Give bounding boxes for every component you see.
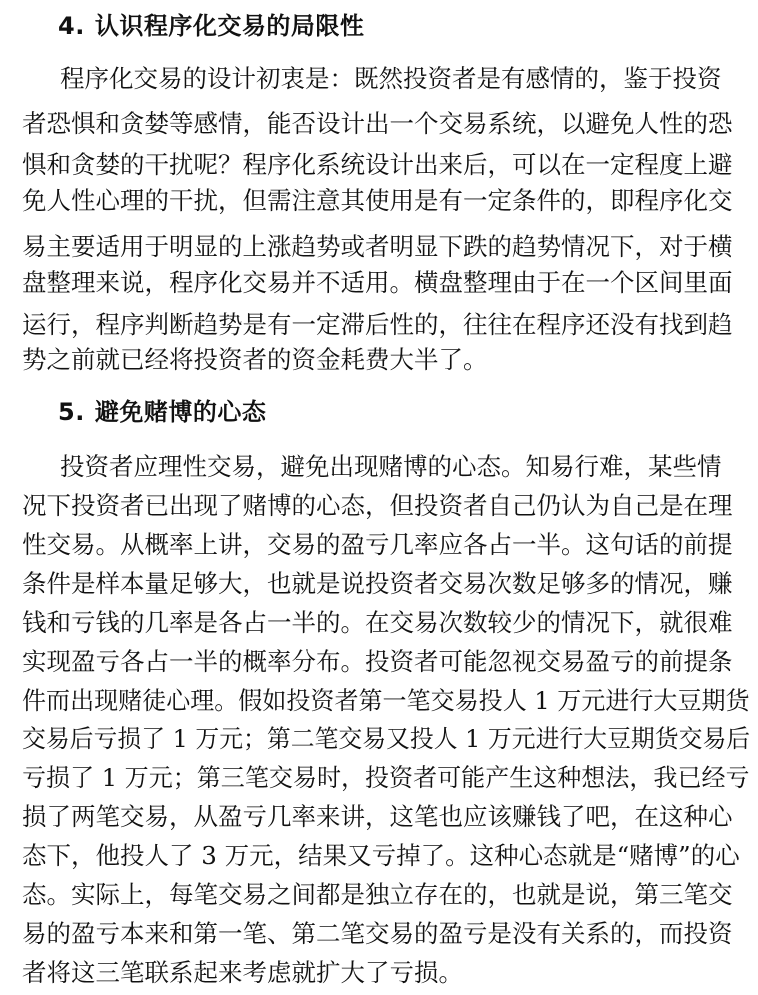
paragraph-line: 件而出现赌徒心理。假如投资者第一笔交易投人 1 万元进行大豆期货 — [22, 686, 750, 715]
paragraph-line: 损了两笔交易，从盈亏几率来讲，这笔也应该赚钱了吧，在这种心 — [22, 802, 733, 831]
paragraph-line: 态下，他投人了 3 万元，结果又亏掉了。这种心态就是“赌博”的心 — [22, 841, 740, 870]
paragraph-line: 条件是样本量足够大，也就是说投资者交易次数足够多的情况，赚 — [22, 569, 733, 598]
paragraph-line: 态。实际上，每笔交易之间都是独立存在的，也就是说，第三笔交 — [22, 880, 733, 909]
paragraph-line: 钱和亏钱的几率是各占一半的。在交易次数较少的情况下，就很难 — [22, 608, 733, 637]
paragraph-line: 程序化交易的设计初衷是：既然投资者是有感情的，鉴于投资 — [60, 64, 722, 93]
paragraph-line: 势之前就已经将投资者的资金耗费大半了。 — [22, 345, 488, 374]
paragraph-line: 性交易。从概率上讲，交易的盈亏几率应各占一半。这句话的前提 — [22, 530, 733, 559]
paragraph-line: 实现盈亏各占一半的概率分布。投资者可能忽视交易盈亏的前提条 — [22, 647, 733, 676]
paragraph-line: 易的盈亏本来和第一笔、第二笔交易的盈亏是没有关系的，而投资 — [22, 919, 733, 948]
paragraph-line: 况下投资者已出现了赌博的心态，但投资者自己仍认为自己是在理 — [22, 491, 733, 520]
paragraph-line: 惧和贪婪的干扰呢？程序化系统设计出来后，可以在一定程度上避 — [22, 150, 733, 179]
paragraph-line: 亏损了 1 万元；第三笔交易时，投资者可能产生这种想法，我已经亏 — [22, 763, 750, 792]
paragraph-line: 运行，程序判断趋势是有一定滞后性的，往往在程序还没有找到趋 — [22, 310, 733, 339]
paragraph-line: 投资者应理性交易，避免出现赌博的心态。知易行难，某些情 — [60, 452, 722, 481]
paragraph-line: 交易后亏损了 1 万元；第二笔交易又投人 1 万元进行大豆期货交易后 — [22, 724, 751, 753]
paragraph-line: 盘整理来说，程序化交易并不适用。横盘整理由于在一个区间里面 — [22, 268, 733, 297]
paragraph-line: 免人性心理的干扰，但需注意其使用是有一定条件的，即程序化交 — [22, 186, 733, 215]
section-5-heading — [58, 397, 266, 427]
section-5-title: 避免赌博的心态 — [94, 398, 267, 426]
section-4-title: 认识程序化交易的局限性 — [94, 12, 365, 40]
paragraph-line: 者将这三笔联系起来考虑就扩大了亏损。 — [22, 958, 463, 987]
section-4-heading — [58, 11, 364, 41]
section-5-number: 5. — [58, 398, 85, 426]
section-4-number: 4. — [58, 12, 85, 40]
paragraph-line: 易主要适用于明显的上涨趋势或者明显下跌的趋势情况下，对于横 — [22, 232, 733, 261]
paragraph-line: 者恐惧和贪婪等感情，能否设计出一个交易系统，以避免人性的恐 — [22, 109, 733, 138]
